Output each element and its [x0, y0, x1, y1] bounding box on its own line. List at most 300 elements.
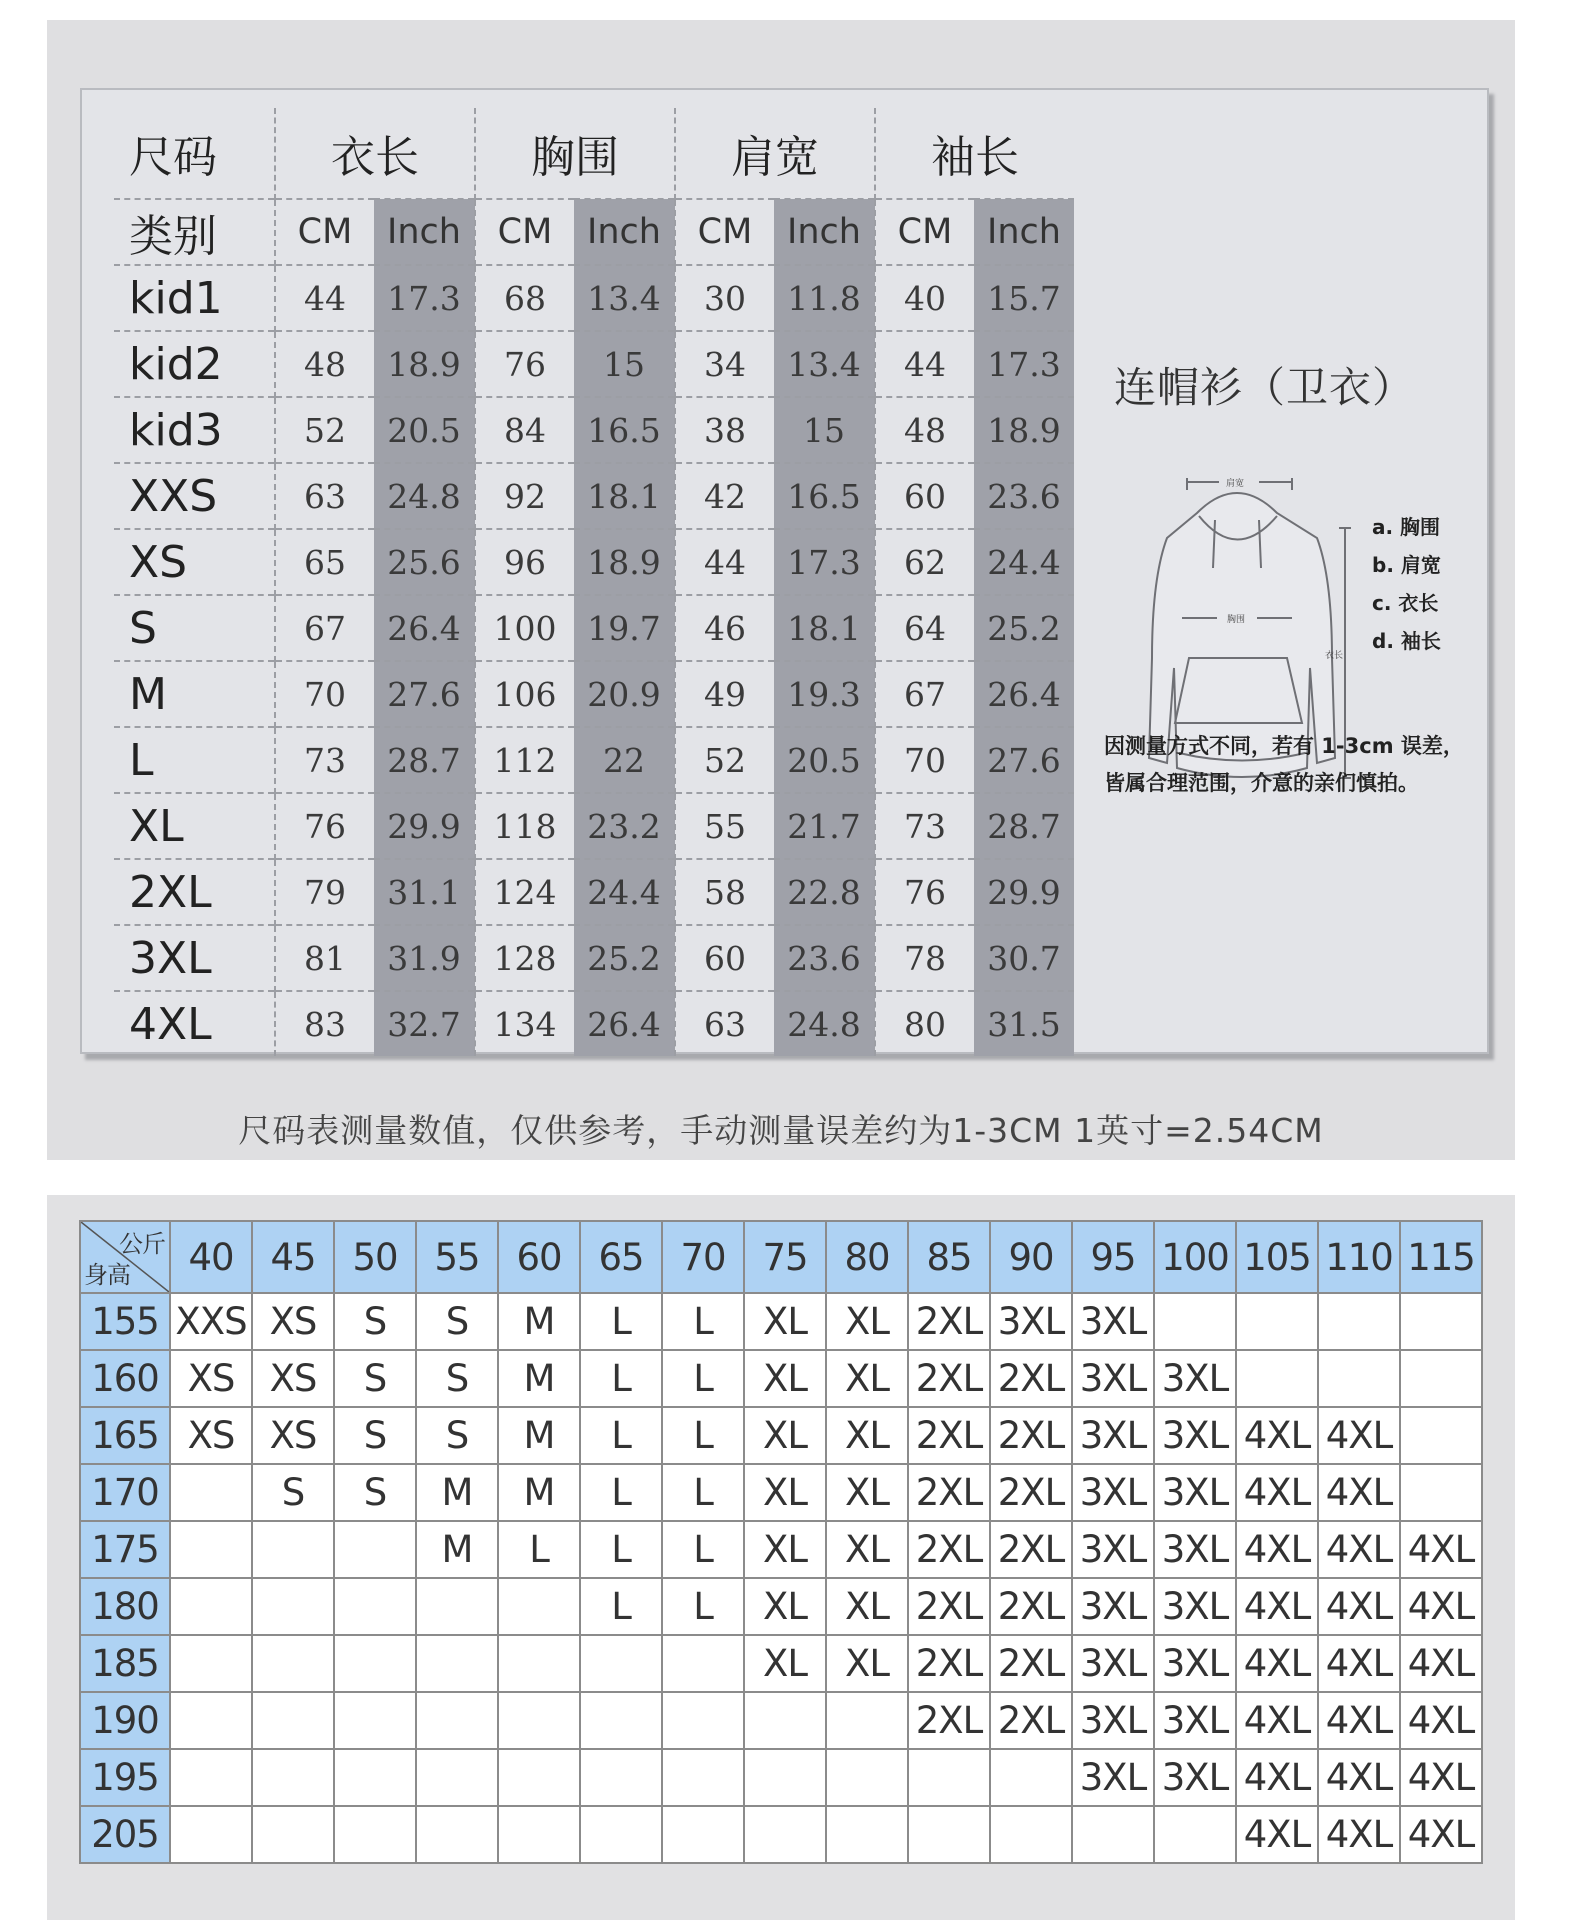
cm-value: 46 [675, 595, 774, 661]
size-cell: XS [252, 1350, 334, 1407]
cm-value: 63 [275, 463, 374, 529]
inch-value: 18.9 [974, 397, 1074, 463]
inch-value: 18.1 [574, 463, 675, 529]
unit-cm: CM [475, 199, 574, 265]
size-cell: 2XL [908, 1635, 990, 1692]
size-cell [498, 1635, 580, 1692]
size-cell: L [580, 1293, 662, 1350]
height-header: 205 [80, 1806, 170, 1863]
size-cell [334, 1635, 416, 1692]
size-cell [252, 1749, 334, 1806]
inch-value: 27.6 [974, 727, 1074, 793]
size-label: 4XL [114, 991, 275, 1056]
cm-value: 52 [675, 727, 774, 793]
size-cell: 3XL [1154, 1635, 1236, 1692]
height-header: 195 [80, 1749, 170, 1806]
cm-value: 64 [875, 595, 974, 661]
size-cell [416, 1749, 498, 1806]
size-cell [826, 1692, 908, 1749]
size-cell: 3XL [1154, 1407, 1236, 1464]
size-label: kid1 [114, 265, 275, 331]
size-cell: L [580, 1578, 662, 1635]
weight-header: 105 [1236, 1221, 1318, 1293]
size-cell [498, 1692, 580, 1749]
cm-value: 79 [275, 859, 374, 925]
size-cell [1400, 1464, 1482, 1521]
measure-note-line: 皆属合理范围，介意的亲们慎拍。 [1104, 771, 1419, 795]
inch-value: 26.4 [574, 991, 675, 1056]
size-cell: 3XL [1154, 1749, 1236, 1806]
size-cell: 4XL [1236, 1578, 1318, 1635]
cm-value: 34 [675, 331, 774, 397]
size-cell [252, 1521, 334, 1578]
size-table-row [114, 265, 1074, 331]
size-table-header-row [114, 108, 1074, 199]
grid-row [80, 1521, 1482, 1578]
size-cell: 4XL [1318, 1521, 1400, 1578]
inch-value: 26.4 [374, 595, 475, 661]
size-cell: 4XL [1318, 1635, 1400, 1692]
cm-value: 42 [675, 463, 774, 529]
inch-value: 23.6 [774, 925, 875, 991]
inch-value: 30.7 [974, 925, 1074, 991]
grid-row [80, 1407, 1482, 1464]
inch-value: 20.5 [374, 397, 475, 463]
weight-header: 115 [1400, 1221, 1482, 1293]
size-cell: 4XL [1400, 1635, 1482, 1692]
column-header: 袖长 [931, 132, 1019, 183]
size-table-row [114, 331, 1074, 397]
size-label: XXS [114, 463, 275, 529]
size-cell: S [334, 1464, 416, 1521]
size-cell: M [416, 1521, 498, 1578]
cm-value: 76 [875, 859, 974, 925]
size-cell: M [416, 1464, 498, 1521]
size-table-row [114, 727, 1074, 793]
inch-value: 31.5 [974, 991, 1074, 1056]
cm-value: 92 [475, 463, 574, 529]
unit-inch: Inch [974, 199, 1074, 265]
size-cell: 3XL [990, 1293, 1072, 1350]
unit-cm: CM [875, 199, 974, 265]
size-cell [170, 1692, 252, 1749]
size-cell [990, 1806, 1072, 1863]
size-cell [1400, 1407, 1482, 1464]
size-cell [908, 1749, 990, 1806]
inch-value: 18.9 [574, 529, 675, 595]
size-chart-card [80, 88, 1489, 1054]
size-cell: S [252, 1464, 334, 1521]
cm-value: 112 [475, 727, 574, 793]
measure-note-line: 因测量方式不同，若有 1-3cm 误差， [1104, 734, 1464, 758]
size-cell [1318, 1350, 1400, 1407]
size-cell [170, 1521, 252, 1578]
size-cell: XS [170, 1407, 252, 1464]
size-cell: XL [744, 1578, 826, 1635]
size-cell [1236, 1293, 1318, 1350]
unit-cm: CM [275, 199, 374, 265]
size-label: 3XL [114, 925, 275, 991]
inch-value: 24.8 [774, 991, 875, 1056]
size-cell: 2XL [908, 1464, 990, 1521]
size-table-row [114, 529, 1074, 595]
size-cell: L [580, 1407, 662, 1464]
cm-value: 63 [675, 991, 774, 1056]
inch-value: 15 [774, 397, 875, 463]
size-cell: 4XL [1236, 1407, 1318, 1464]
size-cell [252, 1578, 334, 1635]
size-cell: L [662, 1578, 744, 1635]
size-cell: 2XL [990, 1578, 1072, 1635]
size-cell: XL [826, 1635, 908, 1692]
size-cell [252, 1806, 334, 1863]
column-header: 衣长 [275, 108, 475, 199]
inch-value: 17.3 [974, 331, 1074, 397]
size-cell: XS [170, 1350, 252, 1407]
size-cell: XS [252, 1293, 334, 1350]
weight-header: 110 [1318, 1221, 1400, 1293]
size-cell [826, 1749, 908, 1806]
cm-value: 83 [275, 991, 374, 1056]
inch-value: 18.9 [374, 331, 475, 397]
size-cell [170, 1578, 252, 1635]
size-cell: 3XL [1072, 1521, 1154, 1578]
size-cell [662, 1749, 744, 1806]
weight-header: 60 [498, 1221, 580, 1293]
inch-value: 26.4 [974, 661, 1074, 727]
size-label: S [114, 595, 275, 661]
size-cell: 4XL [1236, 1806, 1318, 1863]
size-cell: 3XL [1072, 1749, 1154, 1806]
weight-header: 45 [252, 1221, 334, 1293]
row-subheader: 类别 [114, 199, 275, 265]
size-cell: 3XL [1154, 1578, 1236, 1635]
inch-value: 31.9 [374, 925, 475, 991]
size-cell: 3XL [1072, 1293, 1154, 1350]
size-chart-panel [47, 20, 1515, 1160]
size-cell: 2XL [990, 1521, 1072, 1578]
size-label: L [114, 727, 275, 793]
size-cell [416, 1578, 498, 1635]
cm-value: 62 [875, 529, 974, 595]
size-table-row [114, 661, 1074, 727]
size-cell [990, 1749, 1072, 1806]
size-table-row [114, 397, 1074, 463]
footnote: 尺码表测量数值，仅供参考，手动测量误差约为1-3CM 1英寸=2.54CM [238, 1111, 1324, 1150]
cm-value: 40 [875, 265, 974, 331]
size-cell: 3XL [1072, 1578, 1154, 1635]
cm-value: 48 [275, 331, 374, 397]
size-cell: 4XL [1318, 1806, 1400, 1863]
inch-value: 24.4 [574, 859, 675, 925]
size-cell [170, 1635, 252, 1692]
size-cell: 3XL [1072, 1407, 1154, 1464]
unit-inch: Inch [774, 199, 875, 265]
size-table-row [114, 925, 1074, 991]
size-cell [416, 1692, 498, 1749]
weight-header: 75 [744, 1221, 826, 1293]
size-label: M [114, 661, 275, 727]
height-header: 180 [80, 1578, 170, 1635]
size-cell: L [580, 1464, 662, 1521]
size-cell: 4XL [1400, 1749, 1482, 1806]
size-cell: L [662, 1521, 744, 1578]
size-cell: M [498, 1350, 580, 1407]
size-cell: S [416, 1350, 498, 1407]
cm-value: 134 [475, 991, 574, 1056]
cm-value: 128 [475, 925, 574, 991]
size-cell: 2XL [990, 1407, 1072, 1464]
size-cell [170, 1749, 252, 1806]
size-cell: 4XL [1318, 1578, 1400, 1635]
size-cell: 3XL [1072, 1350, 1154, 1407]
size-cell: S [334, 1407, 416, 1464]
size-cell [580, 1749, 662, 1806]
size-cell [170, 1464, 252, 1521]
size-cell: 2XL [908, 1521, 990, 1578]
weight-header: 80 [826, 1221, 908, 1293]
size-cell: M [498, 1464, 580, 1521]
size-table-row [114, 595, 1074, 661]
inch-value: 18.1 [774, 595, 875, 661]
size-cell: 4XL [1318, 1407, 1400, 1464]
inch-value: 21.7 [774, 793, 875, 859]
size-cell [170, 1806, 252, 1863]
cm-value: 124 [475, 859, 574, 925]
inch-value: 20.9 [574, 661, 675, 727]
legend-item-shoulder: b. 肩宽 [1372, 553, 1441, 577]
size-recommendation-panel [47, 1195, 1515, 1920]
cm-value: 78 [875, 925, 974, 991]
size-cell [1318, 1293, 1400, 1350]
size-cell: 2XL [908, 1407, 990, 1464]
cm-value: 30 [675, 265, 774, 331]
unit-inch: Inch [574, 199, 675, 265]
cm-value: 52 [275, 397, 374, 463]
cm-value: 70 [275, 661, 374, 727]
weight-header: 70 [662, 1221, 744, 1293]
size-cell: 2XL [990, 1464, 1072, 1521]
row-header: 尺码 [114, 108, 275, 199]
size-cell [1236, 1350, 1318, 1407]
legend-item-length: c. 衣长 [1372, 591, 1439, 615]
inch-value: 15.7 [974, 265, 1074, 331]
grid-row [80, 1350, 1482, 1407]
size-table-row [114, 991, 1074, 1056]
size-cell: 4XL [1236, 1635, 1318, 1692]
inch-value: 19.7 [574, 595, 675, 661]
size-cell: L [662, 1407, 744, 1464]
size-cell: M [498, 1293, 580, 1350]
cm-value: 60 [675, 925, 774, 991]
corner-height-label: 身高 [84, 1261, 130, 1289]
cm-value: 96 [475, 529, 574, 595]
size-cell: XL [826, 1293, 908, 1350]
column-header: 肩宽 [675, 108, 875, 199]
weight-header: 90 [990, 1221, 1072, 1293]
size-recommendation-grid [79, 1220, 1483, 1864]
inch-value: 23.2 [574, 793, 675, 859]
size-cell: L [498, 1521, 580, 1578]
size-cell: L [662, 1464, 744, 1521]
size-cell: M [498, 1407, 580, 1464]
size-cell: S [334, 1293, 416, 1350]
size-cell [1400, 1350, 1482, 1407]
cm-value: 65 [275, 529, 374, 595]
size-cell: 2XL [908, 1293, 990, 1350]
size-cell [416, 1635, 498, 1692]
cm-value: 67 [875, 661, 974, 727]
cm-value: 73 [275, 727, 374, 793]
cm-value: 58 [675, 859, 774, 925]
size-cell: 4XL [1400, 1692, 1482, 1749]
inch-value: 23.6 [974, 463, 1074, 529]
size-cell: 3XL [1154, 1464, 1236, 1521]
inch-value: 32.7 [374, 991, 475, 1056]
weight-header: 65 [580, 1221, 662, 1293]
cm-value: 67 [275, 595, 374, 661]
inch-value: 11.8 [774, 265, 875, 331]
cm-value: 55 [675, 793, 774, 859]
size-cell: 4XL [1400, 1578, 1482, 1635]
inch-value: 25.2 [974, 595, 1074, 661]
grid-row [80, 1692, 1482, 1749]
grid-row [80, 1635, 1482, 1692]
cm-value: 118 [475, 793, 574, 859]
hoodie-title: 连帽衫（卫衣） [1114, 363, 1416, 412]
size-label: kid2 [114, 331, 275, 397]
grid-row [80, 1806, 1482, 1863]
size-cell [662, 1635, 744, 1692]
size-cell: XL [744, 1407, 826, 1464]
inch-value: 24.8 [374, 463, 475, 529]
size-table-row [114, 463, 1074, 529]
grid-row [80, 1464, 1482, 1521]
size-cell [1154, 1293, 1236, 1350]
size-table [114, 108, 1074, 1056]
size-cell: XXS [170, 1293, 252, 1350]
inch-value: 22.8 [774, 859, 875, 925]
size-cell [334, 1806, 416, 1863]
cm-value: 81 [275, 925, 374, 991]
inch-value: 17.3 [774, 529, 875, 595]
size-cell: 4XL [1318, 1464, 1400, 1521]
cm-value: 76 [475, 331, 574, 397]
inch-value: 31.1 [374, 859, 475, 925]
unit-cm: CM [675, 199, 774, 265]
height-header: 190 [80, 1692, 170, 1749]
size-cell [334, 1692, 416, 1749]
size-cell: XL [744, 1350, 826, 1407]
size-cell [744, 1692, 826, 1749]
size-cell [1400, 1293, 1482, 1350]
size-cell: 4XL [1236, 1521, 1318, 1578]
size-cell: 3XL [1154, 1692, 1236, 1749]
size-cell: 4XL [1236, 1749, 1318, 1806]
size-cell: XL [826, 1464, 908, 1521]
size-cell: XS [252, 1407, 334, 1464]
size-cell: L [662, 1350, 744, 1407]
size-cell: S [416, 1407, 498, 1464]
size-cell [252, 1692, 334, 1749]
size-cell: XL [744, 1521, 826, 1578]
weight-header: 85 [908, 1221, 990, 1293]
weight-header: 40 [170, 1221, 252, 1293]
column-header: 胸围 [475, 108, 675, 199]
grid-row [80, 1578, 1482, 1635]
inch-value: 28.7 [374, 727, 475, 793]
weight-header: 55 [416, 1221, 498, 1293]
weight-header: 50 [334, 1221, 416, 1293]
size-cell: XL [826, 1350, 908, 1407]
cm-value: 44 [675, 529, 774, 595]
size-cell [252, 1635, 334, 1692]
inch-value: 13.4 [574, 265, 675, 331]
size-cell: 2XL [990, 1692, 1072, 1749]
inch-value: 16.5 [774, 463, 875, 529]
size-cell: XL [744, 1293, 826, 1350]
size-cell: 2XL [990, 1350, 1072, 1407]
size-cell [498, 1578, 580, 1635]
inch-value: 25.6 [374, 529, 475, 595]
size-label: kid3 [114, 397, 275, 463]
diagram-label-shoulder: 肩宽 [1226, 479, 1245, 489]
size-cell: S [416, 1293, 498, 1350]
size-label: XL [114, 793, 275, 859]
cm-value: 84 [475, 397, 574, 463]
size-table-row [114, 859, 1074, 925]
inch-value: 13.4 [774, 331, 875, 397]
size-cell: XL [744, 1464, 826, 1521]
size-cell [826, 1806, 908, 1863]
size-cell: 4XL [1318, 1749, 1400, 1806]
size-cell [580, 1635, 662, 1692]
size-cell [416, 1806, 498, 1863]
size-cell [744, 1749, 826, 1806]
inch-value: 15 [574, 331, 675, 397]
size-cell: 3XL [1072, 1635, 1154, 1692]
size-cell: 2XL [908, 1578, 990, 1635]
size-cell: L [662, 1293, 744, 1350]
inch-value: 19.3 [774, 661, 875, 727]
size-cell: L [580, 1521, 662, 1578]
size-cell [662, 1806, 744, 1863]
inch-value: 24.4 [974, 529, 1074, 595]
grid-corner [80, 1221, 170, 1293]
legend-item-chest: a. 胸围 [1372, 515, 1441, 539]
size-cell: 3XL [1154, 1350, 1236, 1407]
cm-value: 106 [475, 661, 574, 727]
size-cell: XL [826, 1578, 908, 1635]
cm-value: 48 [875, 397, 974, 463]
diagram-label-length: 衣长 [1325, 651, 1344, 661]
size-cell [580, 1692, 662, 1749]
size-table-unit-row [114, 199, 1074, 265]
size-cell [334, 1578, 416, 1635]
weight-header: 95 [1072, 1221, 1154, 1293]
size-cell [334, 1521, 416, 1578]
size-cell [498, 1806, 580, 1863]
size-table-row [114, 793, 1074, 859]
cm-value: 44 [875, 331, 974, 397]
cm-value: 60 [875, 463, 974, 529]
size-cell: XL [826, 1521, 908, 1578]
size-cell: 4XL [1400, 1521, 1482, 1578]
inch-value: 27.6 [374, 661, 475, 727]
corner-weight-label: 公斤 [119, 1230, 165, 1258]
height-header: 175 [80, 1521, 170, 1578]
weight-header: 100 [1154, 1221, 1236, 1293]
